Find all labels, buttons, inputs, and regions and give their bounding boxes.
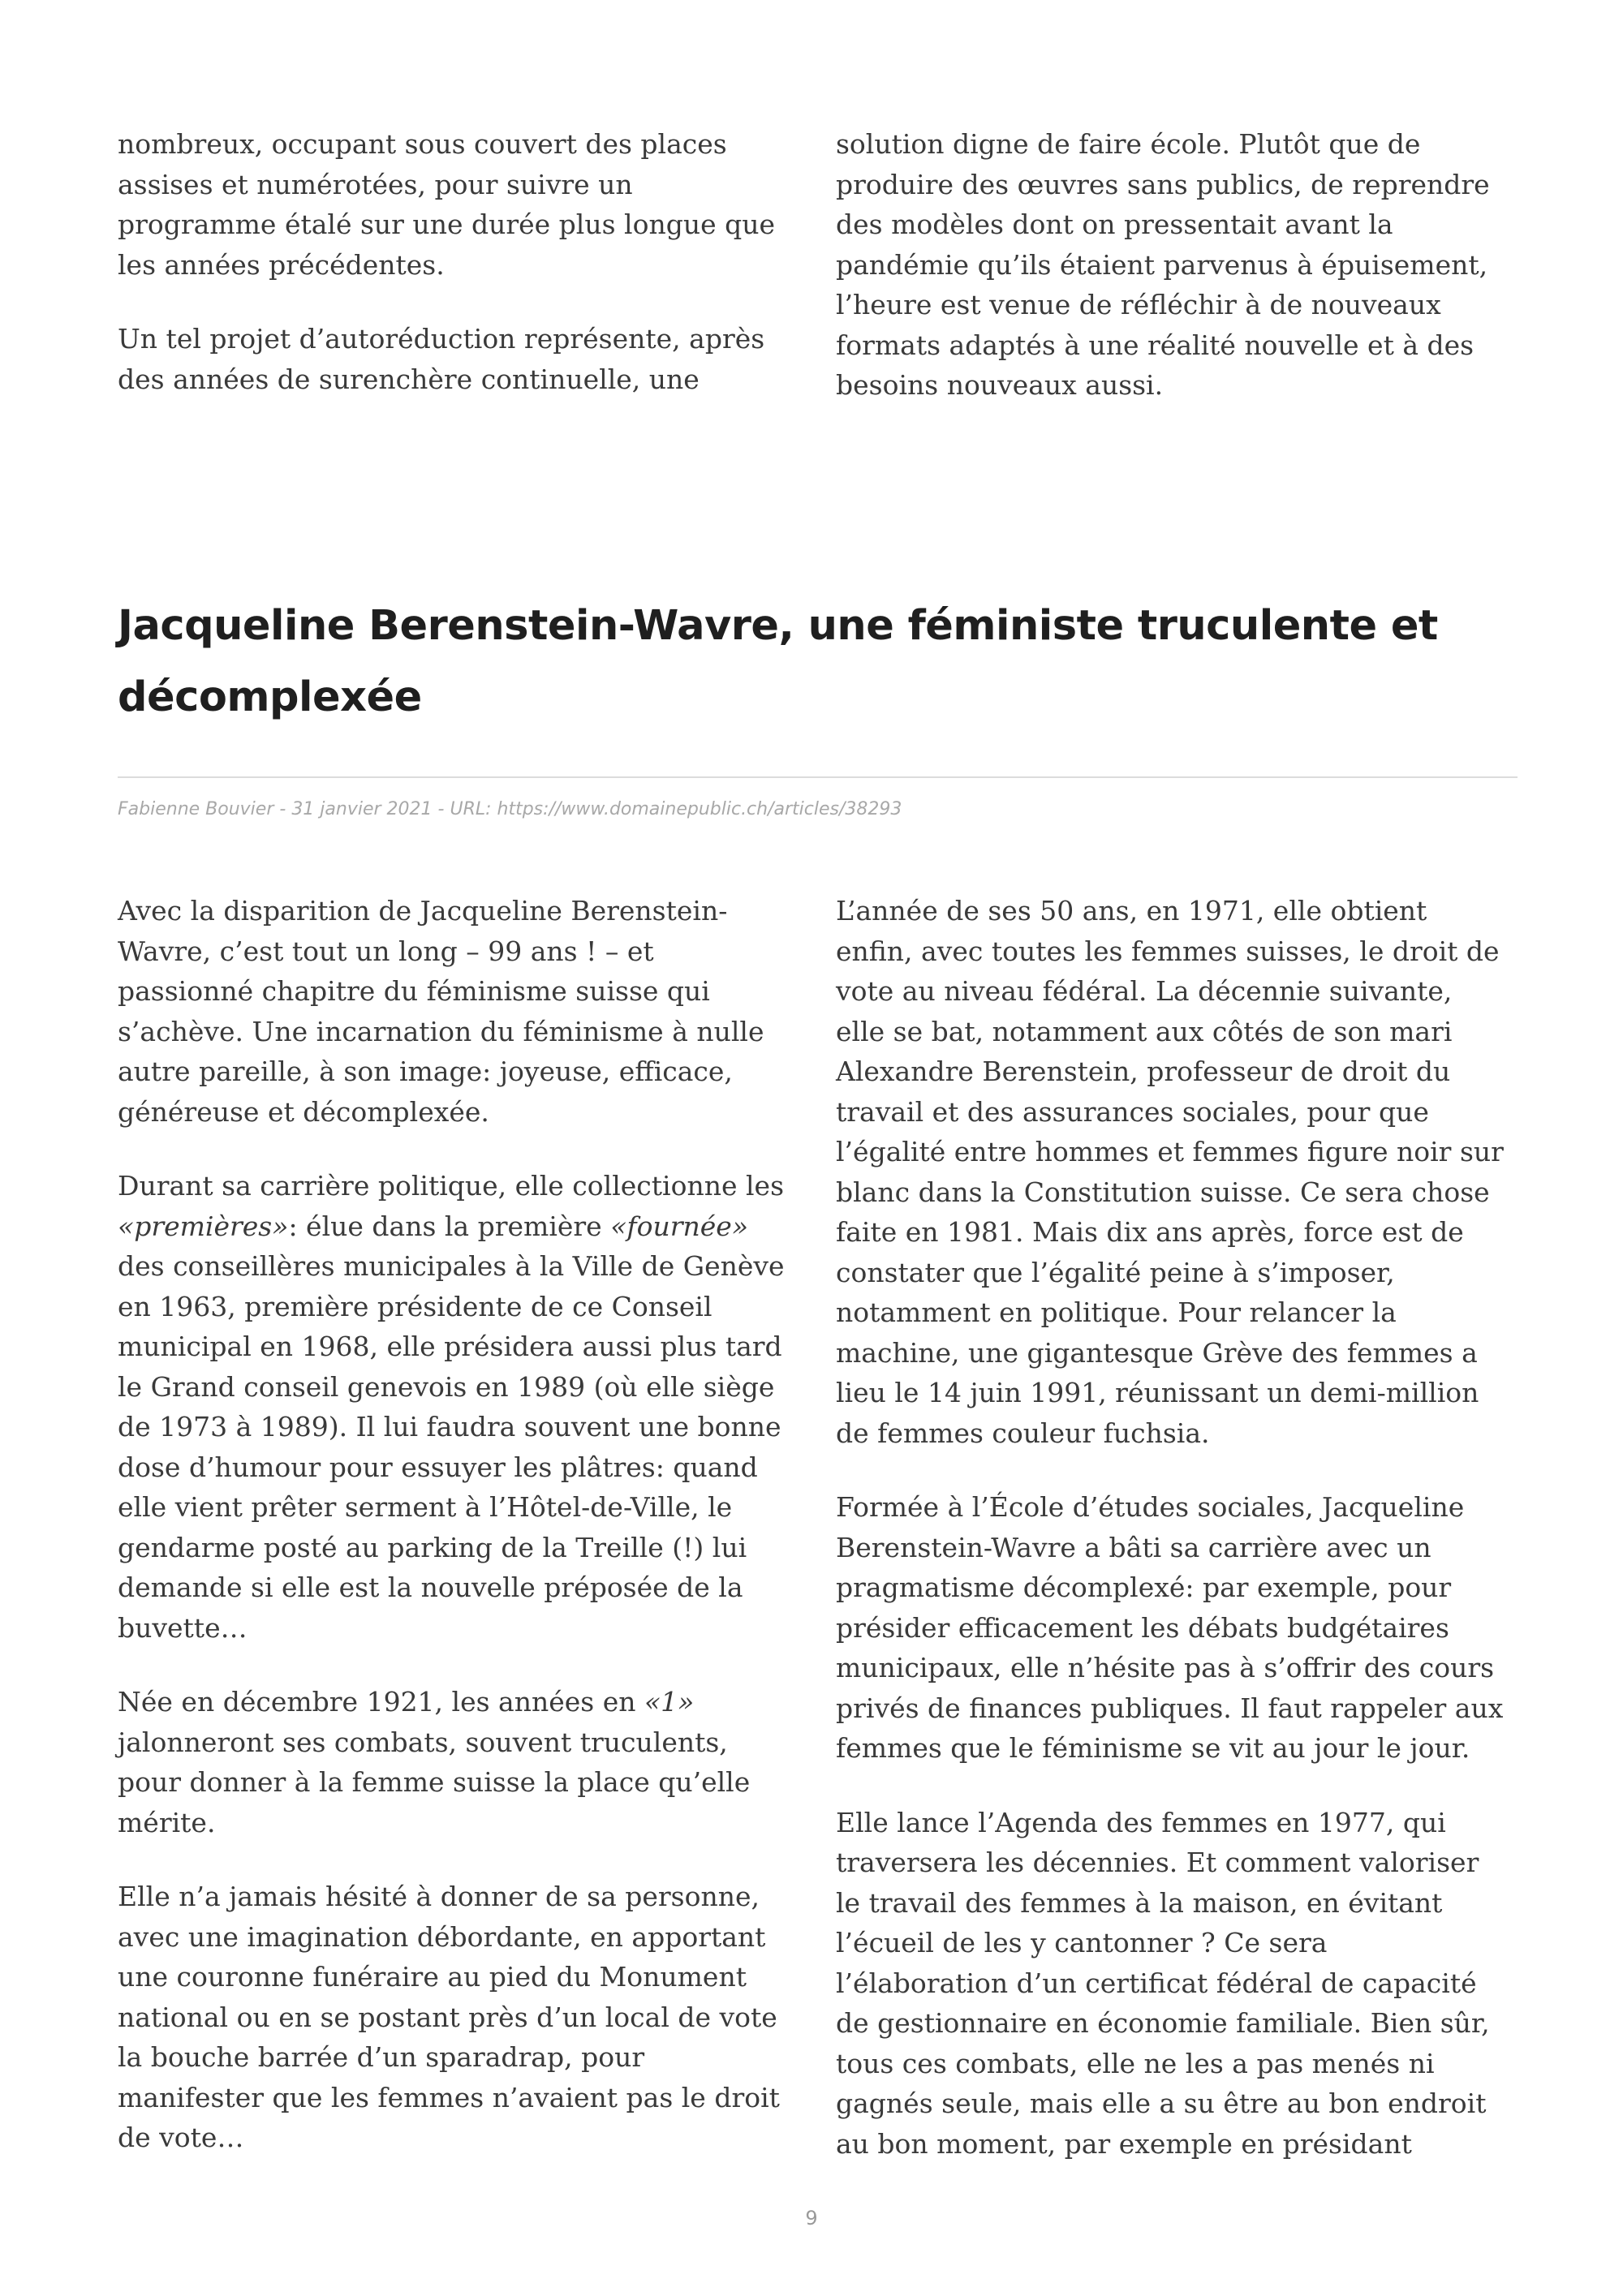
text-line: Avec la disparition de Jacqueline Berenstein- <box>118 895 728 927</box>
text-line: présider efficacement les débats budgétaires <box>836 1611 1449 1644</box>
text-line: passionné chapitre du féminisme suisse qui <box>118 975 710 1007</box>
byline-date: 31 janvier 2021 <box>291 799 433 819</box>
title-divider <box>118 776 1518 778</box>
text-line: lieu le 14 juin 1991, réunissant un demi-million <box>836 1377 1479 1408</box>
text-line: le travail des femmes à la maison, en évitant <box>836 1886 1443 1919</box>
article-title-line-2: décomplexée <box>118 673 422 721</box>
text-line: municipal en 1968, elle présidera aussi plus tard <box>118 1331 782 1362</box>
byline-separator-1: - <box>273 799 292 819</box>
text-line: Alexandre Berenstein, professeur de droit du <box>836 1056 1451 1087</box>
article-left-column <box>118 891 807 2192</box>
text-line: les années précédentes. <box>118 248 445 281</box>
prev-article-right-column <box>836 124 1526 440</box>
text-line: des modèles dont on pressentait avant la <box>836 209 1393 240</box>
byline-separator-2: - <box>432 799 450 819</box>
byline-author: Fabienne Bouvier <box>118 799 274 819</box>
text-line: gagnés seule, mais elle a su être au bon endroit <box>836 2087 1487 2119</box>
text-line: pour donner à la femme suisse la place qu’elle <box>118 1766 751 1798</box>
text-line: femmes que le féminisme se vit au jour le jour. <box>836 1732 1470 1764</box>
text-line: s’achève. Une incarnation du féminisme à nulle <box>118 1015 764 1047</box>
text-line: en 1963, première présidente de ce Conseil <box>118 1290 712 1322</box>
text-line: privés de finances publiques. Il faut rappeler aux <box>836 1692 1504 1724</box>
text-line: «premières»: élue dans la première «fournée» <box>118 1210 749 1242</box>
byline-url: URL: https://www.domainepublic.ch/articles/38293 <box>450 799 902 819</box>
article-right-column <box>836 891 1526 2198</box>
text-line: pandémie qu’ils étaient parvenus à épuisement, <box>836 248 1488 281</box>
text-line: de gestionnaire en économie familiale. Bien sûr, <box>836 2007 1490 2039</box>
article-byline <box>118 798 902 822</box>
text-line: Un tel projet d’autoréduction représente, après <box>118 323 765 355</box>
paragraph <box>118 1166 807 1648</box>
text-line: municipaux, elle n’hésite pas à s’offrir des cours <box>836 1652 1495 1683</box>
text-line: Elle n’a jamais hésité à donner de sa personne, <box>118 1881 760 1912</box>
text-line: mérite. <box>118 1806 216 1838</box>
text-line: national ou en se postant près d’un local de vote <box>118 2001 777 2033</box>
text-line: l’égalité entre hommes et femmes figure noir sur <box>836 1136 1504 1167</box>
text-line: nombreux, occupant sous couvert des places <box>118 128 727 160</box>
text-line: L’année de ses 50 ans, en 1971, elle obtient <box>836 895 1427 927</box>
text-line: Elle lance l’Agenda des femmes en 1977, qui <box>836 1806 1446 1838</box>
text-line: pragmatisme décomplexé: par exemple, pour <box>836 1572 1452 1603</box>
paragraph <box>118 891 807 1132</box>
text-line: notamment en politique. Pour relancer la <box>836 1296 1397 1328</box>
text-line: constater que l’égalité peine à s’imposer, <box>836 1256 1395 1288</box>
text-line: le Grand conseil genevois en 1989 (où elle siège <box>118 1370 775 1403</box>
text-line: des années de surenchère continuelle, une <box>118 363 700 395</box>
paragraph <box>118 1877 807 2158</box>
text-line: besoins nouveaux aussi. <box>836 369 1164 401</box>
text-line: Wavre, c’est tout un long – 99 ans ! – et <box>118 935 654 967</box>
text-line: de vote… <box>118 2122 244 2153</box>
text-line: avec une imagination débordante, en apportant <box>118 1920 766 1953</box>
text-line: enfin, avec toutes les femmes suisses, le droit de <box>836 935 1500 967</box>
article-title-line-1: Jacqueline Berenstein-Wavre, une féministe truculente et <box>118 602 1438 650</box>
text-line: de femmes couleur fuchsia. <box>836 1417 1210 1449</box>
article-title <box>118 591 1513 733</box>
text-line: Née en décembre 1921, les années en «1» <box>118 1686 695 1718</box>
text-line: l’élaboration d’un certificat fédéral de capacité <box>836 1967 1477 1999</box>
text-line: gendarme posté au parking de la Treille (!) lui <box>118 1531 747 1563</box>
text-line: buvette… <box>118 1611 248 1644</box>
text-line: blanc dans la Constitution suisse. Ce sera chose <box>836 1176 1490 1208</box>
text-line: l’écueil de les y cantonner ? Ce sera <box>836 1927 1328 1958</box>
paragraph <box>836 1487 1526 1769</box>
text-line: dose d’humour pour essuyer les plâtres: quand <box>118 1451 758 1483</box>
text-line: solution digne de faire école. Plutôt que de <box>836 128 1421 160</box>
text-line: produire des œuvres sans publics, de reprendre <box>836 168 1490 200</box>
text-line: tous ces combats, elle ne les a pas menés ni <box>836 2047 1435 2079</box>
page-number: 9 <box>805 2207 818 2229</box>
text-line: de 1973 à 1989). Il lui faudra souvent une bonne <box>118 1411 781 1443</box>
text-line: Berenstein-Wavre a bâti sa carrière avec un <box>836 1531 1431 1563</box>
text-line: vote au niveau fédéral. La décennie suivante, <box>836 975 1453 1007</box>
paragraph <box>118 319 807 399</box>
text-line: une couronne funéraire au pied du Monument <box>118 1961 747 1993</box>
text-line: elle vient prêter serment à l’Hôtel-de-Ville, le <box>118 1491 733 1523</box>
prev-article-left-column <box>118 124 807 433</box>
paragraph <box>118 124 807 285</box>
paragraph <box>836 1803 1526 2165</box>
text-line: faite en 1981. Mais dix ans après, force est de <box>836 1216 1464 1248</box>
paragraph <box>836 891 1526 1453</box>
text-line: Durant sa carrière politique, elle collectionne les <box>118 1170 785 1202</box>
text-line: manifester que les femmes n’avaient pas le droit <box>118 2081 780 2113</box>
text-line: généreuse et décomplexée. <box>118 1095 489 1128</box>
text-line: formats adaptés à une réalité nouvelle et à des <box>836 329 1474 361</box>
text-line: autre pareille, à son image: joyeuse, efficace, <box>118 1056 733 1087</box>
text-line: machine, une gigantesque Grève des femmes a <box>836 1336 1478 1369</box>
text-line: l’heure est venue de réfléchir à de nouveaux <box>836 289 1441 320</box>
text-line: traversera les décennies. Et comment valoriser <box>836 1847 1479 1878</box>
text-line: demande si elle est la nouvelle préposée de la <box>118 1572 743 1603</box>
text-line: programme étalé sur une durée plus longue que <box>118 209 775 240</box>
paragraph <box>118 1682 807 1842</box>
paragraph <box>836 124 1526 406</box>
text-line: jalonneront ses combats, souvent truculents, <box>118 1726 728 1758</box>
text-line: elle se bat, notamment aux côtés de son mari <box>836 1015 1453 1047</box>
text-line: au bon moment, par exemple en présidant <box>836 2127 1412 2160</box>
text-line: travail et des assurances sociales, pour que <box>836 1095 1429 1128</box>
text-line: Formée à l’École d’études sociales, Jacqueline <box>836 1491 1465 1523</box>
text-line: des conseillères municipales à la Ville de Genève <box>118 1250 785 1282</box>
text-line: la bouche barrée d’un sparadrap, pour <box>118 2041 645 2073</box>
text-line: assises et numérotées, pour suivre un <box>118 168 633 200</box>
